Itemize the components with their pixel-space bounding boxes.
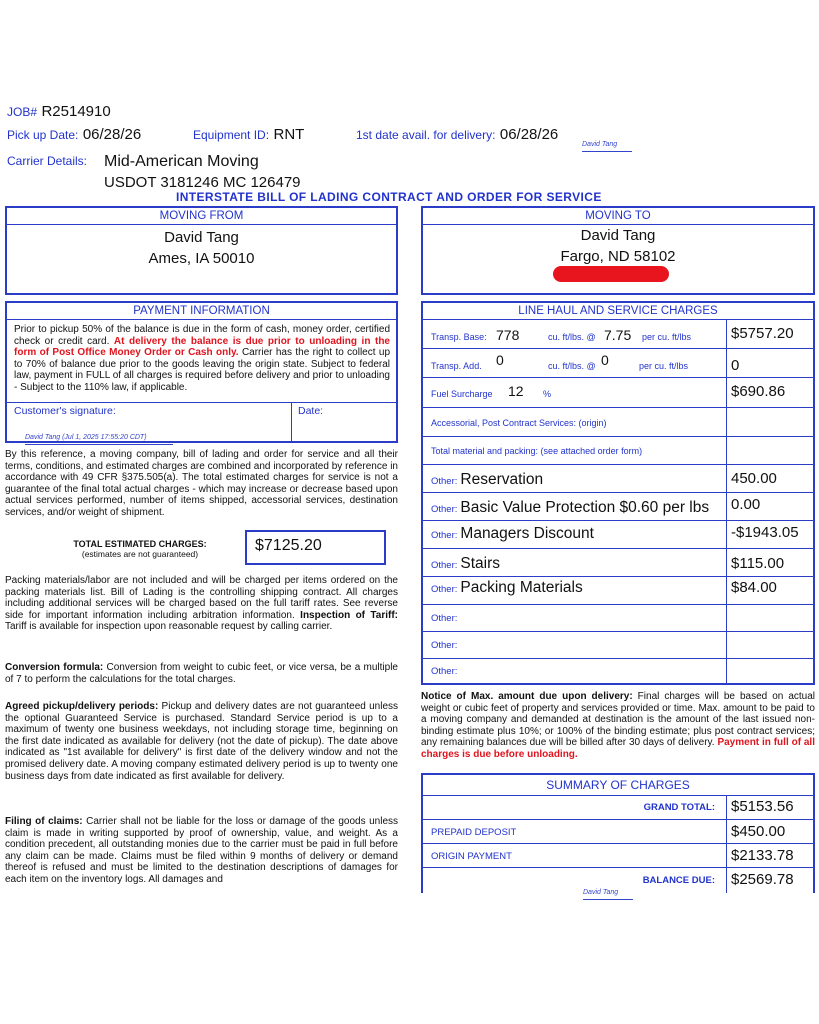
- summary-title: SUMMARY OF CHARGES: [423, 775, 813, 796]
- agreed-text: Pickup and delivery dates are not guaranteed unless the optional Guaranteed Service is purchased. Standard Service period is up to a maximum of twenty one business weekdays, not including storage time, beginning on the first date indicated as available for delivery (not the date of pickup). The date above indicated as "1st available for delivery" is first date of the delivery window and not the promised delivery date. A moving company estimated delivery period is up to twenty one business days from date indicated as first available for delivery.: [5, 701, 399, 782]
- total-estimated-value: $7125.20: [255, 537, 322, 554]
- balance-initials-text: David Tang: [583, 889, 619, 896]
- document-title: INTERSTATE BILL OF LADING CONTRACT AND ORDER FOR SERVICE: [176, 190, 602, 204]
- notice-paragraph: [421, 691, 815, 761]
- total-estimated-box: [245, 530, 386, 565]
- signature-field[interactable]: [25, 426, 173, 445]
- origin-payment-value: $2133.78: [731, 847, 794, 864]
- equipment-label: Equipment ID:: [193, 128, 270, 142]
- transp-add-qty: 0: [496, 352, 504, 368]
- claims-paragraph: [5, 816, 398, 892]
- transp-add-amount: 0: [731, 357, 740, 374]
- transp-add-per: per cu. ft/lbs: [639, 361, 689, 371]
- total-estimated-label: [40, 539, 240, 559]
- transp-add-rate: 0: [601, 352, 609, 368]
- other-amount: -$1943.05: [731, 524, 799, 541]
- other-desc: Managers Discount: [460, 525, 594, 542]
- balance-due-value: $2569.78: [731, 871, 794, 888]
- payment-text-red: At delivery the balance is due prior to unloading in the form of Post Office Money Order or Cash only.: [14, 335, 390, 359]
- balance-due-row: [423, 868, 813, 896]
- signature-row: [7, 402, 396, 442]
- total-label-text: TOTAL ESTIMATED CHARGES:: [73, 539, 207, 549]
- payment-box: [5, 301, 398, 443]
- fuel-label: Fuel Surcharge: [431, 389, 493, 399]
- conversion-bold: Conversion formula:: [5, 662, 104, 673]
- total-sub-text: (estimates are not guaranteed): [81, 549, 199, 559]
- payment-title: PAYMENT INFORMATION: [7, 303, 396, 320]
- fuel-pct: %: [543, 389, 552, 399]
- first-date-label: 1st date avail. for delivery:: [356, 128, 496, 142]
- packing-paragraph: [5, 575, 398, 633]
- reference-paragraph: By this reference, a moving company, bill of lading and order for service and all their terms, conditions, and estimated charges are combined and incorporated by reference in accordance with 49 CFR §375.505(a). The total estimated charges for service is not a guarantee of the final total actual charges - which may increase or decrease based upon actual services performed, number of items shipped, accessorial services, destination services, and/or weight of shipment.: [5, 449, 398, 518]
- moving-from-box: [5, 206, 398, 295]
- grand-total-label: GRAND TOTAL:: [643, 802, 715, 813]
- date-label: Date:: [298, 405, 324, 417]
- prepaid-deposit-value: $450.00: [731, 823, 786, 840]
- transp-base-amount: $5757.20: [731, 325, 794, 342]
- moving-to-name: David Tang: [580, 227, 656, 244]
- fuel-amount: $690.86: [731, 383, 786, 400]
- transp-base-unit: cu. ft/lbs. @: [548, 332, 596, 342]
- other-amount: $115.00: [731, 555, 785, 572]
- other-desc: Reservation: [460, 471, 544, 488]
- carrier-usdot: USDOT 3181246 MC 126479: [104, 174, 301, 191]
- grand-total-value: $5153.56: [731, 798, 794, 815]
- equipment-id: [193, 126, 304, 144]
- other-label: Other:: [431, 504, 458, 515]
- conversion-text: Conversion from weight to cubic feet, or vice versa, be a multiple of 7 to perform the calculations for the total charges.: [5, 662, 398, 685]
- transp-add-row: [423, 349, 813, 378]
- other-label: Other:: [431, 666, 458, 677]
- other-amount: 0.00: [731, 496, 761, 513]
- moving-from-name: David Tang: [164, 229, 239, 246]
- signature-divider: [291, 403, 292, 442]
- packing-total-row: [423, 437, 813, 465]
- job-number: [7, 103, 111, 121]
- first-date-initials: [582, 133, 632, 152]
- other-amount: $84.00: [731, 579, 777, 596]
- other-desc: Packing Materials: [460, 579, 583, 596]
- prepaid-deposit-label: PREPAID DEPOSIT: [431, 827, 517, 838]
- other-desc: Stairs: [460, 555, 501, 572]
- moving-from-title: MOVING FROM: [7, 208, 396, 225]
- payment-text: [14, 324, 390, 394]
- moving-to-box: [421, 206, 815, 295]
- carrier-name: Mid-American Moving: [104, 153, 259, 170]
- origin-payment-label: ORIGIN PAYMENT: [431, 851, 512, 862]
- other-label: Other:: [431, 530, 458, 541]
- moving-from-city: Ames, IA 50010: [148, 250, 255, 267]
- other-row: [423, 605, 813, 632]
- packing-total-label: Total material and packing: (see attached order form): [431, 446, 643, 456]
- tariff-bold: Inspection of Tariff:: [300, 609, 399, 621]
- transp-add-unit: cu. ft/lbs. @: [548, 361, 596, 371]
- job-value: R2514910: [41, 103, 111, 120]
- other-row: [423, 549, 813, 577]
- pickup-date: [7, 126, 141, 144]
- conversion-paragraph: [5, 662, 398, 685]
- notice-bold: Notice of Max. amount due upon delivery:: [421, 691, 633, 702]
- first-date-initials-text: David Tang: [582, 141, 618, 148]
- other-row: [423, 521, 813, 549]
- payment-text-b: Carrier has the right to collect up to 70% of balance due prior to the goods leaving the origin state. Subject to federal law, payment in FULL of all charges is required before delivery and prior to unloading - Subject to the 110% law, if applicable.: [14, 347, 391, 393]
- transp-base-per: per cu. ft/lbs: [642, 332, 692, 342]
- pickup-value: 06/28/26: [82, 126, 142, 143]
- agreed-bold: Agreed pickup/delivery periods:: [5, 701, 159, 712]
- balance-due-label: BALANCE DUE:: [642, 875, 715, 886]
- moving-to-city: Fargo, ND 58102: [560, 248, 676, 265]
- other-label: Other:: [431, 640, 458, 651]
- transp-base-row: [423, 319, 813, 349]
- first-date-value: 06/28/26: [499, 126, 559, 143]
- signature-label: Customer's signature:: [14, 405, 116, 417]
- other-label: Other:: [431, 560, 458, 571]
- other-label: Other:: [431, 584, 458, 595]
- moving-to-title: MOVING TO: [423, 208, 813, 225]
- transp-base-label: Transp. Base:: [431, 332, 487, 342]
- accessorial-label: Accessorial, Post Contract Services: (origin): [431, 418, 607, 428]
- transp-base-rate: 7.75: [604, 327, 632, 343]
- transp-base-qty: 778: [496, 327, 520, 343]
- other-label: Other:: [431, 613, 458, 624]
- balance-initials: [583, 881, 633, 900]
- line-haul-title: LINE HAUL AND SERVICE CHARGES: [423, 303, 813, 320]
- equipment-value: RNT: [273, 126, 305, 143]
- carrier-label: Carrier Details:: [7, 154, 88, 168]
- other-amount: 450.00: [731, 470, 777, 487]
- other-row: [423, 465, 813, 493]
- other-row: [423, 659, 813, 683]
- line-haul-box: [421, 301, 815, 685]
- claims-bold: Filing of claims:: [5, 816, 83, 827]
- fuel-value: 12: [508, 383, 524, 399]
- other-label: Other:: [431, 476, 458, 487]
- redaction-mark: [553, 266, 669, 282]
- summary-box: [421, 773, 815, 896]
- origin-payment-row: [423, 844, 813, 868]
- transp-add-label: Transp. Add.: [431, 361, 482, 371]
- packing-text: Packing materials/labor are not included and will be charged per items ordered on the packing materials list. Bill of Lading is the controlling shipping contract. All charges including additional services will be charged based on the full tariff rates. See reverse side for important information including arbitration information.: [5, 575, 398, 621]
- fuel-row: [423, 378, 813, 408]
- claims-text: Carrier shall not be liable for the loss or damage of the goods unless claim is made in writing supported by proof of ownership, value, and weight. As a condition precedent, all outstanding monies due to the carrier must be paid in full before any claim can be made. Claims must be filed within 9 months of delivery or demand thereof is refused and must be limited to the destination descriptions of damages for each item on the inventory logs. All damages and: [5, 816, 398, 885]
- notice-red: Payment in full of all charges is due before unloading.: [421, 737, 815, 760]
- tariff-text: Tariff is available for inspection upon reasonable request by calling carrier.: [5, 621, 333, 633]
- first-available-date: [356, 126, 558, 144]
- other-row: [423, 632, 813, 659]
- other-row: [423, 493, 813, 521]
- notice-text: Final charges will be based on actual weight or cubic feet of property and services provided or time. Max. amount to be paid to a moving company and demanded at destination is the amount of the last issued non-binding estimate plus 10%; or 100% of the binding estimate; plus post contract services; any remaining balances due will be billed after 30 days of delivery.: [421, 691, 815, 749]
- agreed-paragraph: [5, 701, 398, 782]
- signature-text: David Tang (Jul 1, 2025 17:55:20 CDT): [25, 434, 147, 441]
- other-desc: Basic Value Protection $0.60 per lbs: [460, 499, 710, 516]
- payment-text-a: Prior to pickup 50% of the balance is due in the form of cash, money order, certified check or credit card.: [14, 324, 390, 347]
- prepaid-deposit-row: [423, 820, 813, 844]
- job-label: JOB#: [7, 105, 38, 119]
- grand-total-row: [423, 795, 813, 820]
- other-row: [423, 577, 813, 605]
- carrier-details: [7, 152, 87, 170]
- accessorial-row: [423, 408, 813, 437]
- pickup-label: Pick up Date:: [7, 128, 79, 142]
